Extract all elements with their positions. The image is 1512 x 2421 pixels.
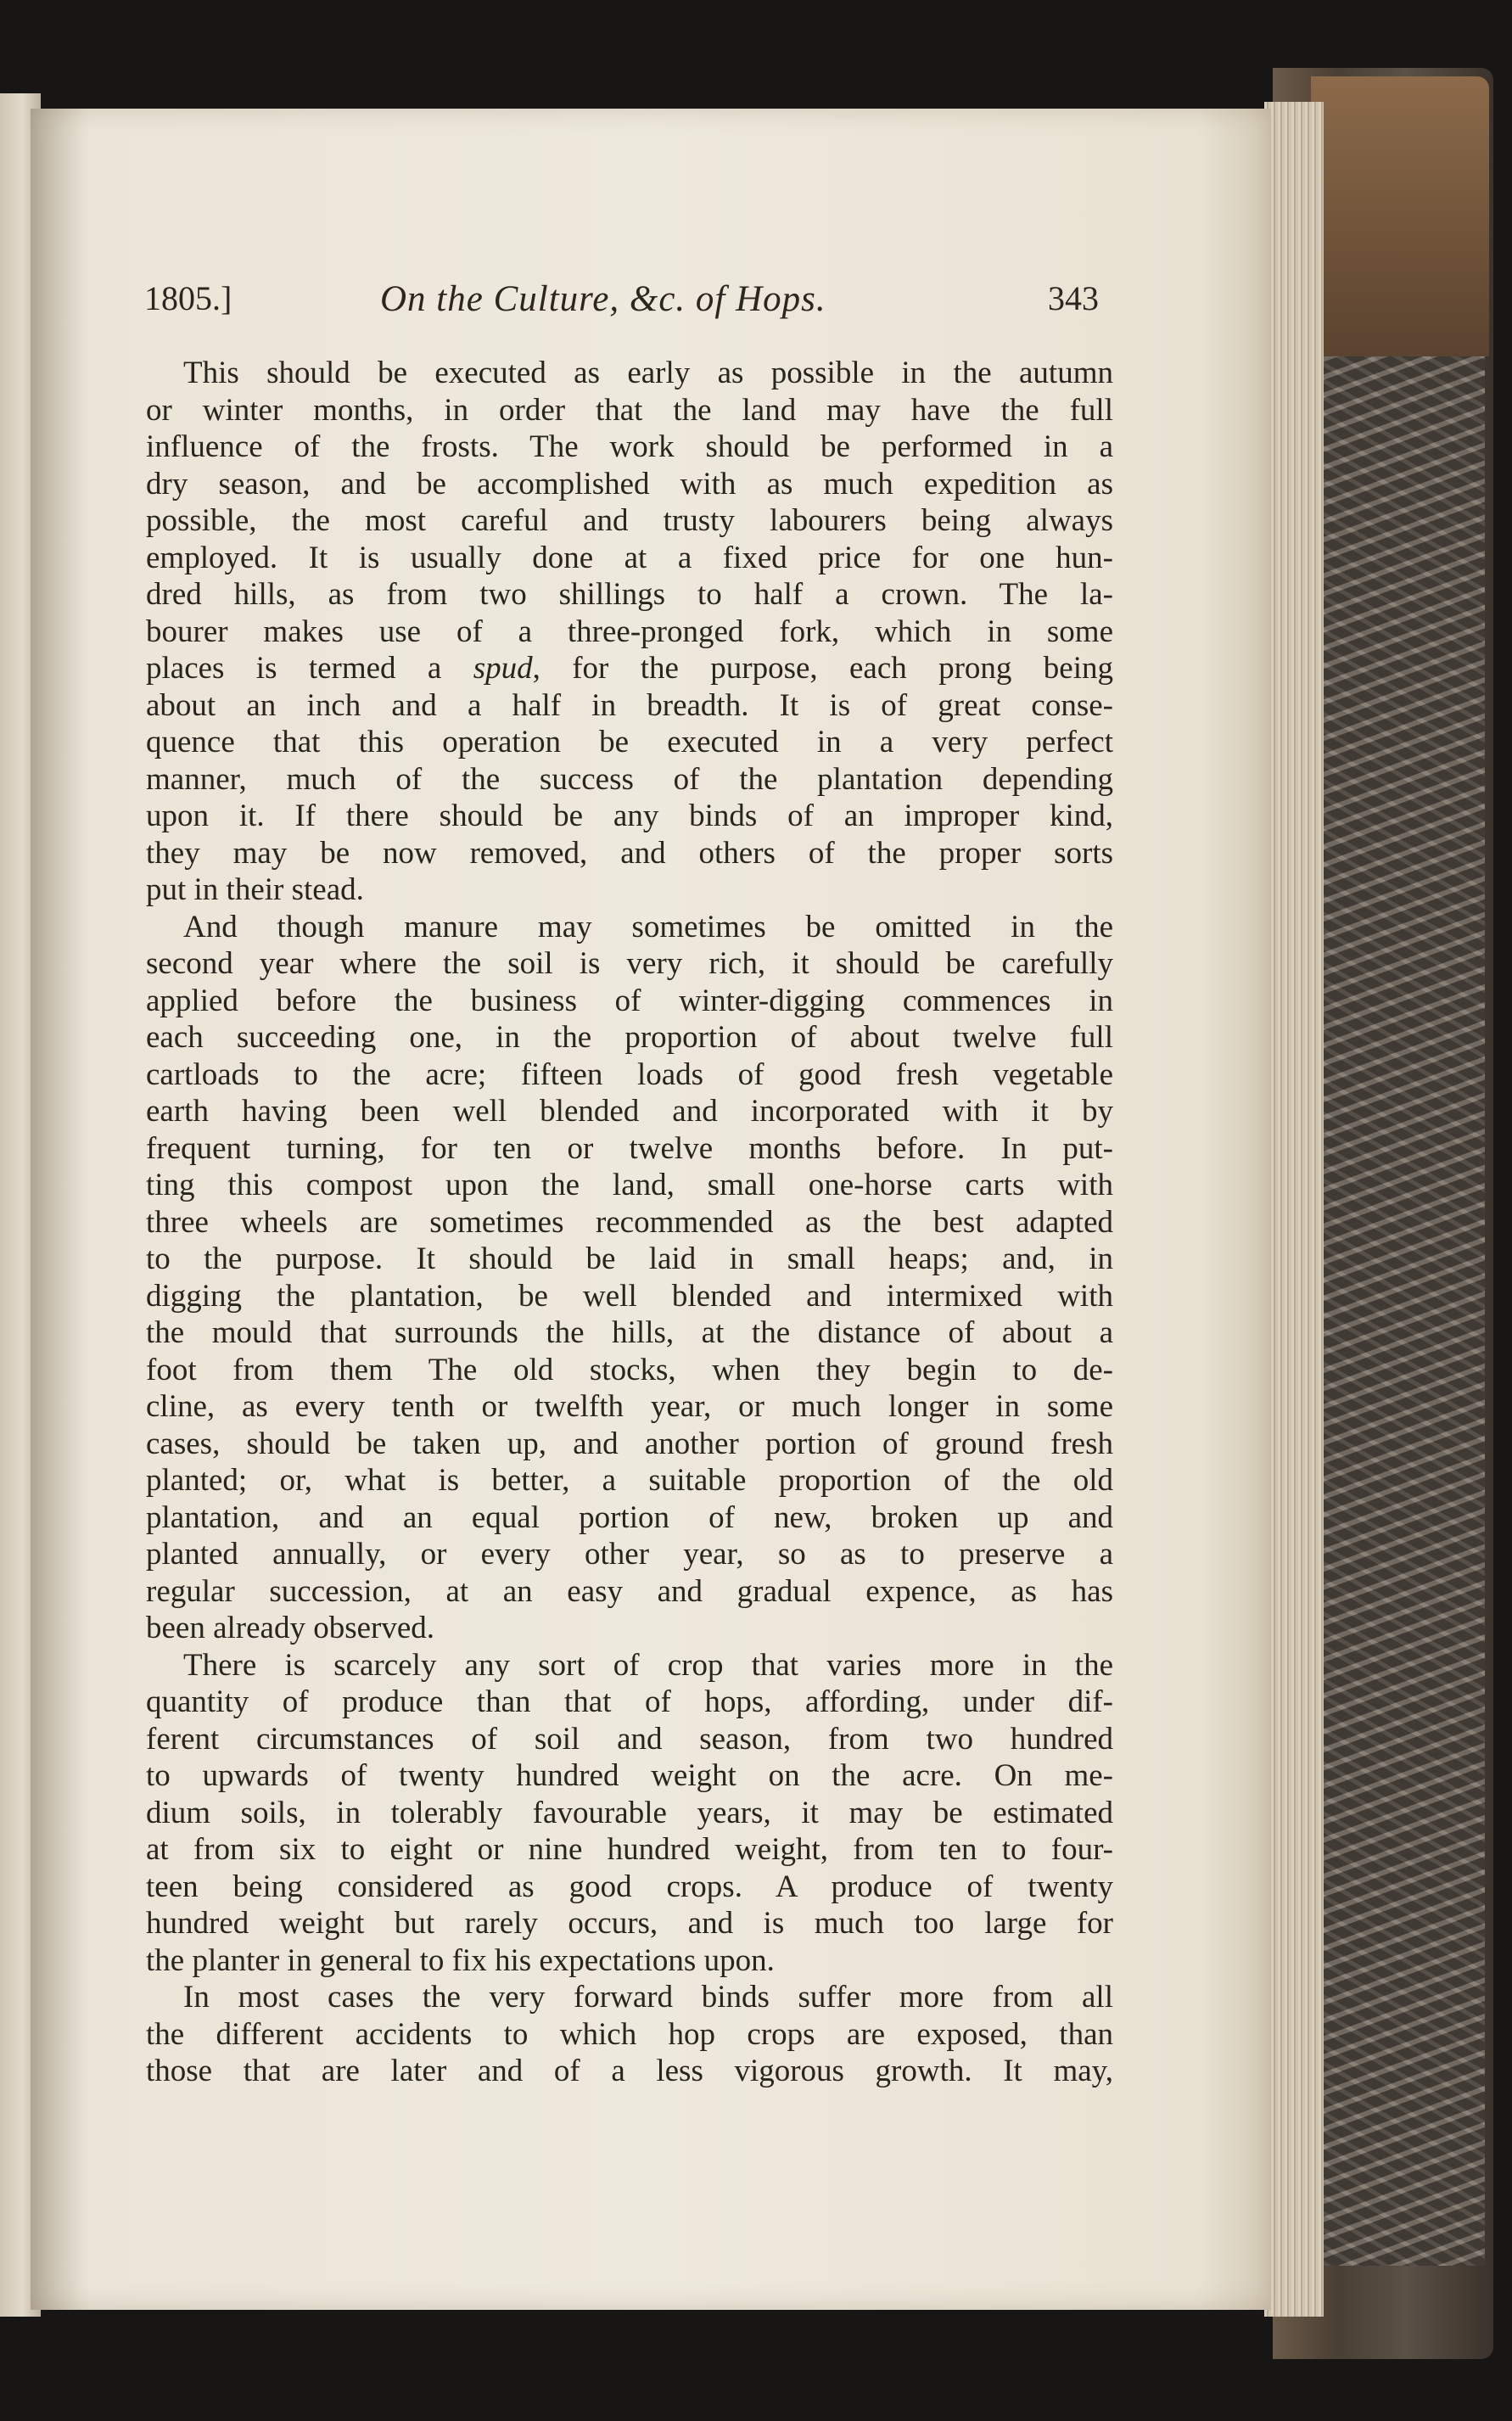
text-line: been already observed. [146,1611,435,1645]
text-line: places is termed a spud, for the purpose, each prong being [146,651,1113,686]
text-line: quence that this operation be executed in a very perfect [146,725,1113,759]
header-year: 1805.] [144,279,232,317]
text-line: applied before the business of winter-digging commences in [146,983,1113,1018]
italic-term: spud [473,651,533,686]
text-line: about an inch and a half in breadth. It is of great conse- [146,687,1113,723]
text-line: plantation, and an equal portion of new, broken up and [146,1499,1113,1535]
text-line: to upwards of twenty hundred weight on the acre. On me- [146,1758,1113,1793]
text-line: upon it. If there should be any binds of an improper kind, [146,799,1113,833]
gutter-shadow [31,109,90,2310]
text-line: three wheels are sometimes recommended as the best adapted [146,1204,1113,1240]
text-line: planted annually, or every other year, so as to preserve a [146,1537,1113,1572]
text-line: employed. It is usually done at a fixed price for one hun- [146,540,1113,575]
text-line: dium soils, in tolerably favourable years, it may be estimated [146,1795,1113,1830]
text-line: This should be executed as early as possible in the autumn [183,356,1113,390]
text-line: dred hills, as from two shillings to half a crown. The la- [146,577,1113,612]
body-text [146,355,1113,2090]
text-line: ferent circumstances of soil and season, from two hundred [146,1721,1113,1757]
text-line: cline, as every tenth or twelfth year, or much longer in some [146,1389,1113,1424]
header-title: On the Culture, &c. of Hops. [380,279,826,319]
text-line: they may be now removed, and others of the proper sorts [146,835,1113,871]
text-line: second year where the soil is very rich, it should be carefully [146,946,1113,981]
page-edges [1264,102,1324,2317]
text-line: planted; or, what is better, a suitable proportion of the old [146,1463,1113,1498]
text-line: cartloads to the acre; fifteen loads of good fresh vegetable [146,1056,1113,1092]
text-line: bourer makes use of a three-pronged fork, which in some [146,614,1113,649]
cover-leather-corner [1311,76,1489,356]
page-number: 343 [1048,279,1099,317]
text-line: foot from them The old stocks, when they begin to de- [146,1352,1113,1387]
text-line: or winter months, in order that the land may have the full [146,392,1113,428]
text-line: the planter in general to fix his expectations upon. [146,1942,775,1978]
text-line: influence of the frosts. The work should be performed in a [146,429,1113,464]
text-line: ting this compost upon the land, small one-horse carts with [146,1168,1113,1202]
text-line: And though manure may sometimes be omitted in the [183,909,1113,944]
text-line: regular succession, at an easy and gradual expence, as has [146,1573,1113,1609]
text-line: In most cases the very forward binds suffer more from all [183,1980,1113,2015]
text-line: manner, much of the success of the plantation depending [146,761,1113,797]
text-line: possible, the most careful and trusty labourers being always [146,503,1113,538]
text-line: each succeeding one, in the proportion of about twelve full [146,1020,1113,1055]
text-line: cases, should be taken up, and another portion of ground fresh [146,1426,1113,1461]
text-line: quantity of produce than that of hops, affording, under dif- [146,1684,1113,1719]
text-line: the different accidents to which hop crops are exposed, than [146,2016,1113,2052]
text-line: the mould that surrounds the hills, at the distance of about a [146,1315,1113,1350]
text-line: teen being considered as good crops. A produce of twenty [146,1869,1113,1904]
text-line: frequent turning, for ten or twelve months before. In put- [146,1130,1113,1166]
cover-marbled-board [1324,356,1485,2266]
text-line: digging the plantation, be well blended and intermixed with [146,1278,1113,1314]
text-line: at from six to eight or nine hundred weight, from ten to four- [146,1832,1113,1867]
text-line: those that are later and of a less vigorous growth. It may, [146,2054,1113,2088]
text-line: earth having been well blended and incorporated with it by [146,1094,1113,1129]
text-line: hundred weight but rarely occurs, and is much too large for [146,1906,1113,1941]
running-header [144,278,1099,329]
text-line: dry season, and be accomplished with as much expedition as [146,466,1113,502]
text-line: to the purpose. It should be laid in small heaps; and, in [146,1241,1113,1276]
text-line: There is scarcely any sort of crop that varies more in the [183,1647,1113,1683]
text-line: put in their stead. [146,872,364,907]
